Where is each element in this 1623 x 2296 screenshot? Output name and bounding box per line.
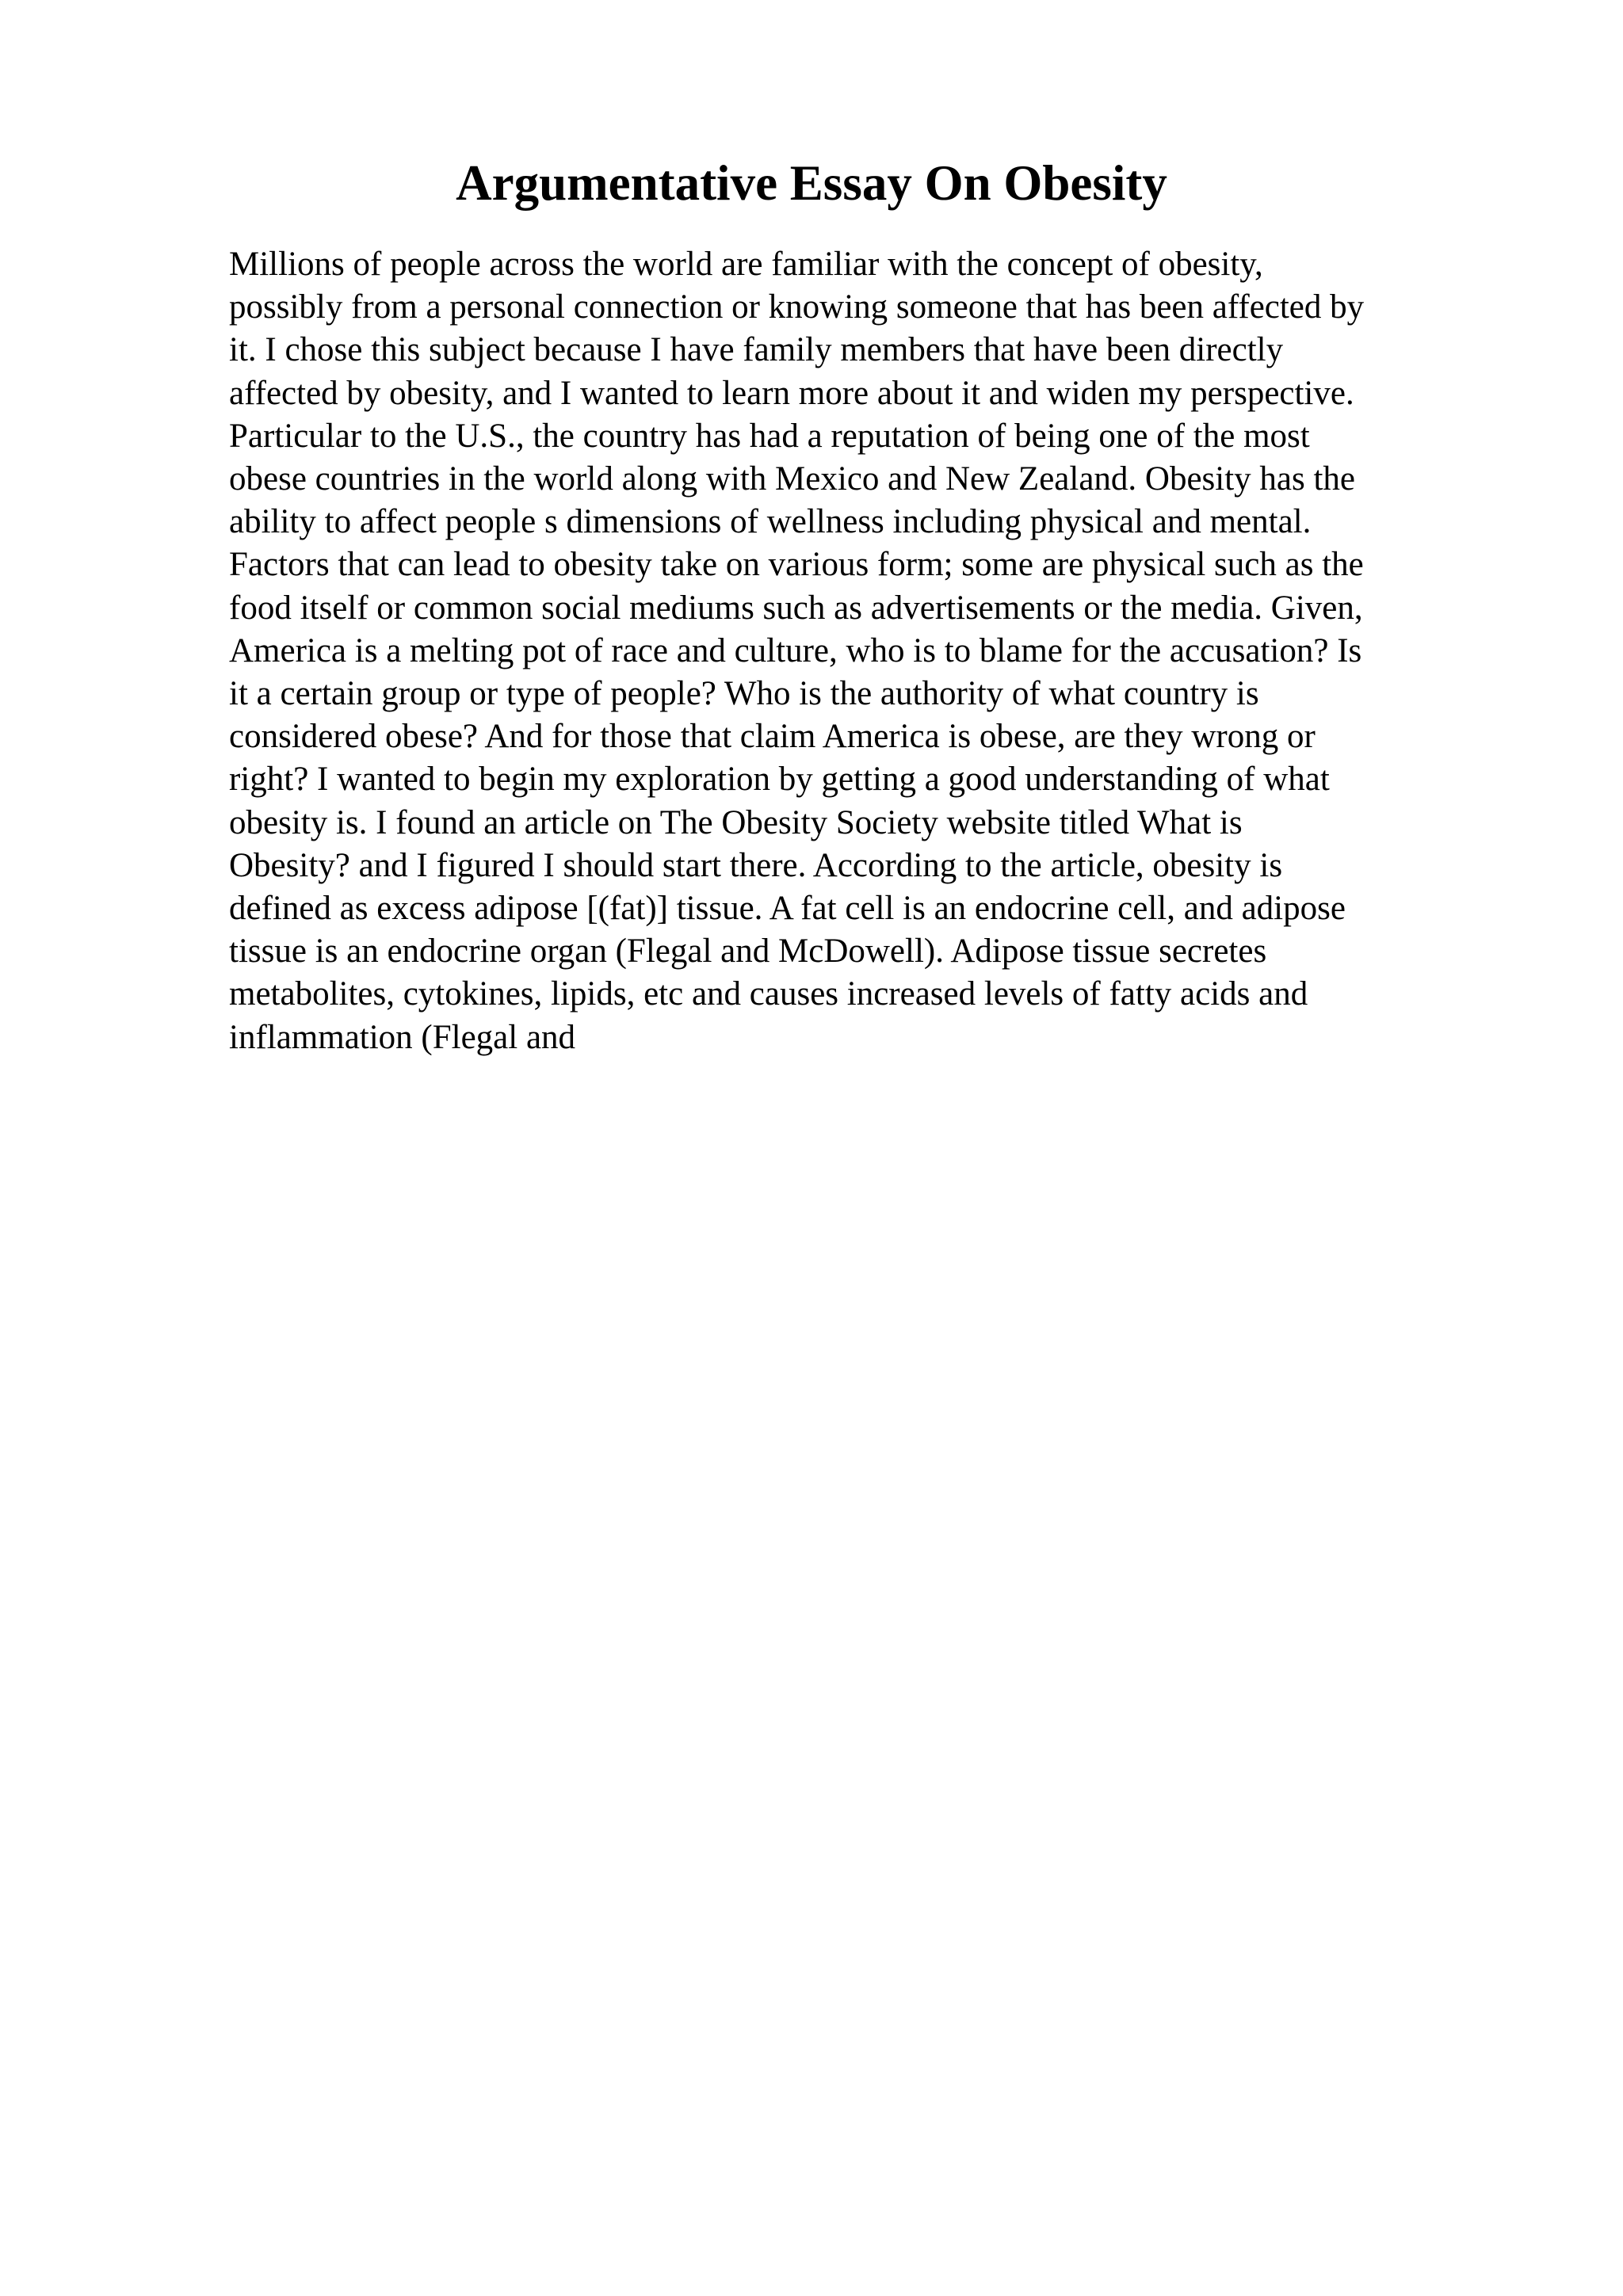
text-line-12: considered obese? And for those that claim America is obese, are they wrong or (229, 718, 1316, 756)
text-line-6: obese countries in the world along with Mexico and New Zealand. Obesity has the (229, 460, 1356, 498)
text-line-17: tissue is an endocrine organ (Flegal and McDowell). Adipose tissue secretes (229, 933, 1267, 971)
text-line-4: affected by obesity, and I wanted to learn more about it and widen my perspective. (229, 374, 1354, 412)
text-line-13: right? I wanted to begin my exploration by getting a good understanding of what (229, 761, 1330, 799)
text-line-8: Factors that can lead to obesity take on various form; some are physical such as the (229, 546, 1364, 584)
text-line-18: metabolites, cytokines, lipids, etc and causes increased levels of fatty acids and (229, 975, 1308, 1013)
text-line-1: Millions of people across the world are familiar with the concept of obesity, (229, 246, 1263, 283)
text-line-3: it. I chose this subject because I have family members that have been directly (229, 331, 1284, 369)
text-line-5: Particular to the U.S., the country has had a reputation of being one of the most (229, 417, 1310, 455)
text-line-15: Obesity? and I figured I should start there. According to the article, obesity is (229, 846, 1283, 884)
text-line-16: defined as excess adipose [(fat)] tissue. A fat cell is an endocrine cell, and adipose (229, 890, 1346, 928)
text-line-9: food itself or common social mediums such as advertisements or the media. Given, (229, 589, 1363, 627)
text-line-14: obesity is. I found an article on The Obesity Society website titled What is (229, 803, 1243, 841)
text-line-2: possibly from a personal connection or knowing someone that has been affected by (229, 288, 1365, 326)
text-line-7: ability to affect people s dimensions of wellness including physical and mental. (229, 503, 1312, 541)
text-line-11: it a certain group or type of people? Who is the authority of what country is (229, 675, 1259, 713)
text-line-19: inflammation (Flegal and (229, 1018, 576, 1056)
essay-body (229, 243, 1465, 1059)
text-line-10: America is a melting pot of race and culture, who is to blame for the accusation? Is (229, 631, 1362, 669)
document-title: Argumentative Essay On Obesity (456, 155, 1167, 211)
